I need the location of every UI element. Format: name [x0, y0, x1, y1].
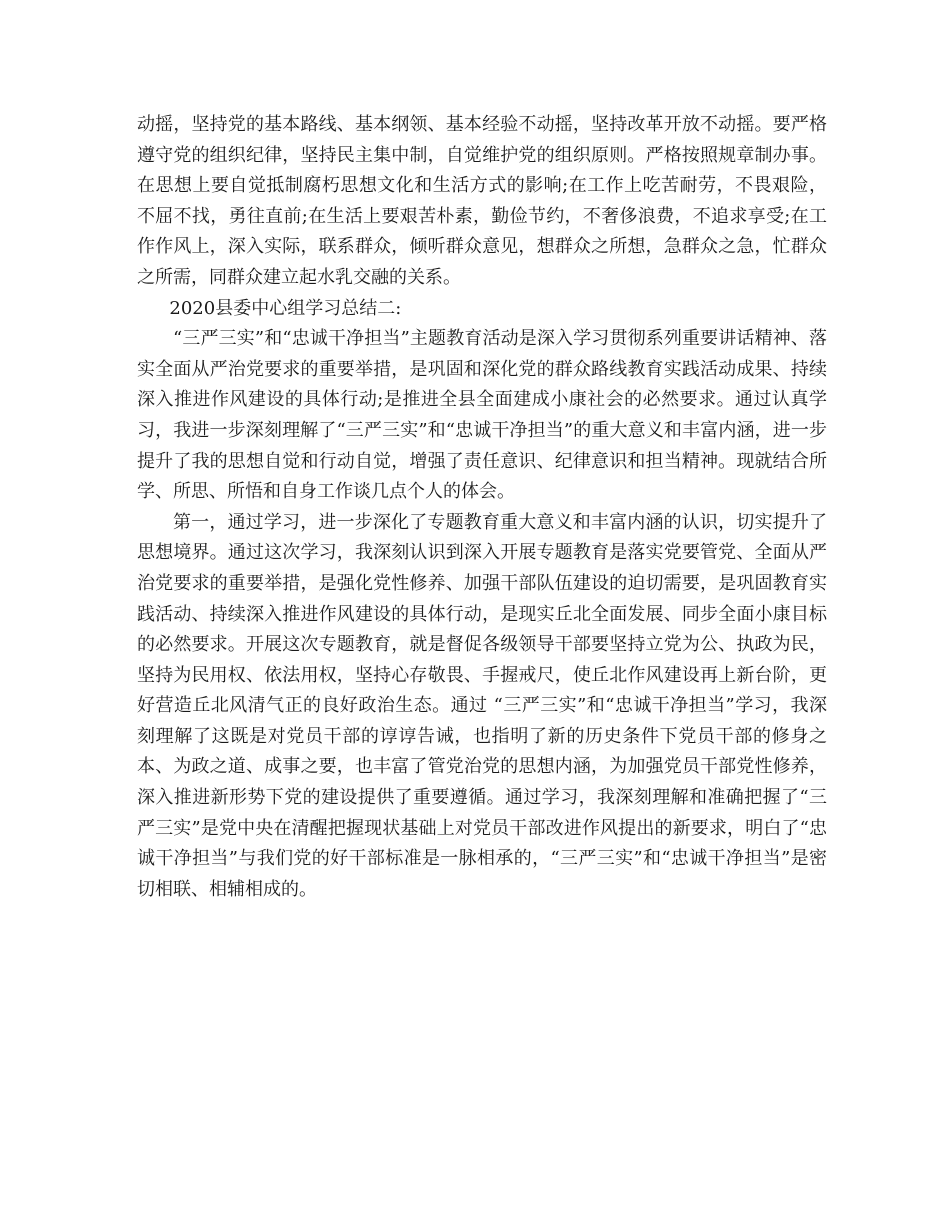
paragraph-continuation: 动摇，坚持党的基本路线、基本纲领、基本经验不动摇，坚持改革开放不动摇。要严格遵守党的组织纪律，坚持民主集中制，自觉维护党的组织原则。严格按照规章制办事。在思想上要自觉抵制腐朽思想文化和生活方式的影响;在工作上吃苦耐劳，不畏艰险，不屈不找，勇往直前;在生活上要艰苦朴素，勤俭节约，不奢侈浪费，不追求享受;在工作作风上，深入实际，联系群众，倾听群众意见，想群众之所想，急群众之急，忙群众之所需，同群众建立起水乳交融的关系。: [137, 114, 827, 288]
section-heading: 2020县委中心组学习总结二:: [169, 297, 402, 319]
document-body: [137, 110, 827, 905]
paragraph-intro: “三严三实”和“忠诚干净担当”主题教育活动是深入学习贯彻系列重要讲话精神、落实全面从严治党要求的重要举措，是巩固和深化党的群众路线教育实践活动成果、持续深入推进作风建设的具体行动;是推进全县全面建成小康社会的必然要求。通过认真学习，我进一步深刻理解了“三严三实”和“忠诚干净担当”的重大意义和丰富内涵，进一步提升了我的思想自觉和行动自觉，增强了责任意识、纪律意识和担当精神。现就结合所学、所思、所悟和自身工作谈几点个人的体会。: [137, 328, 827, 503]
paragraph-first-point: 第一，通过学习，进一步深化了专题教育重大意义和丰富内涵的认识，切实提升了思想境界。通过这次学习，我深刻认识到深入开展专题教育是落实党要管党、全面从严治党要求的重要举措，是强化党性修养、加强干部队伍建设的迫切需要，是巩固教育实践活动、持续深入推进作风建设的具体行动，是现实丘北全面发展、同步全面小康目标的必然要求。开展这次专题教育，就是督促各级领导干部要坚持立党为公、执政为民，坚持为民用权、依法用权，坚持心存敬畏、手握戒尺，使丘北作风建设再上新台阶，更好营造丘北风清气正的良好政治生态。通过 “三严三实”和“忠诚干净担当”学习，我深刻理解了这既是对党员干部的谆谆告诫，也指明了新的历史条件下党员干部的修身之本、为政之道、成事之要，也丰富了管党治党的思想内涵，为加强党员干部党性修养，深入推进新形势下党的建设提供了重要遵循。通过学习，我深刻理解和准确把握了“三严三实”是党中央在清醒把握现状基础上对党员干部改进作风提出的新要求，明白了“忠诚干净担当”与我们党的好干部标准是一脉相承的，“三严三实”和“忠诚干净担当”是密切相联、相辅相成的。: [137, 511, 827, 900]
